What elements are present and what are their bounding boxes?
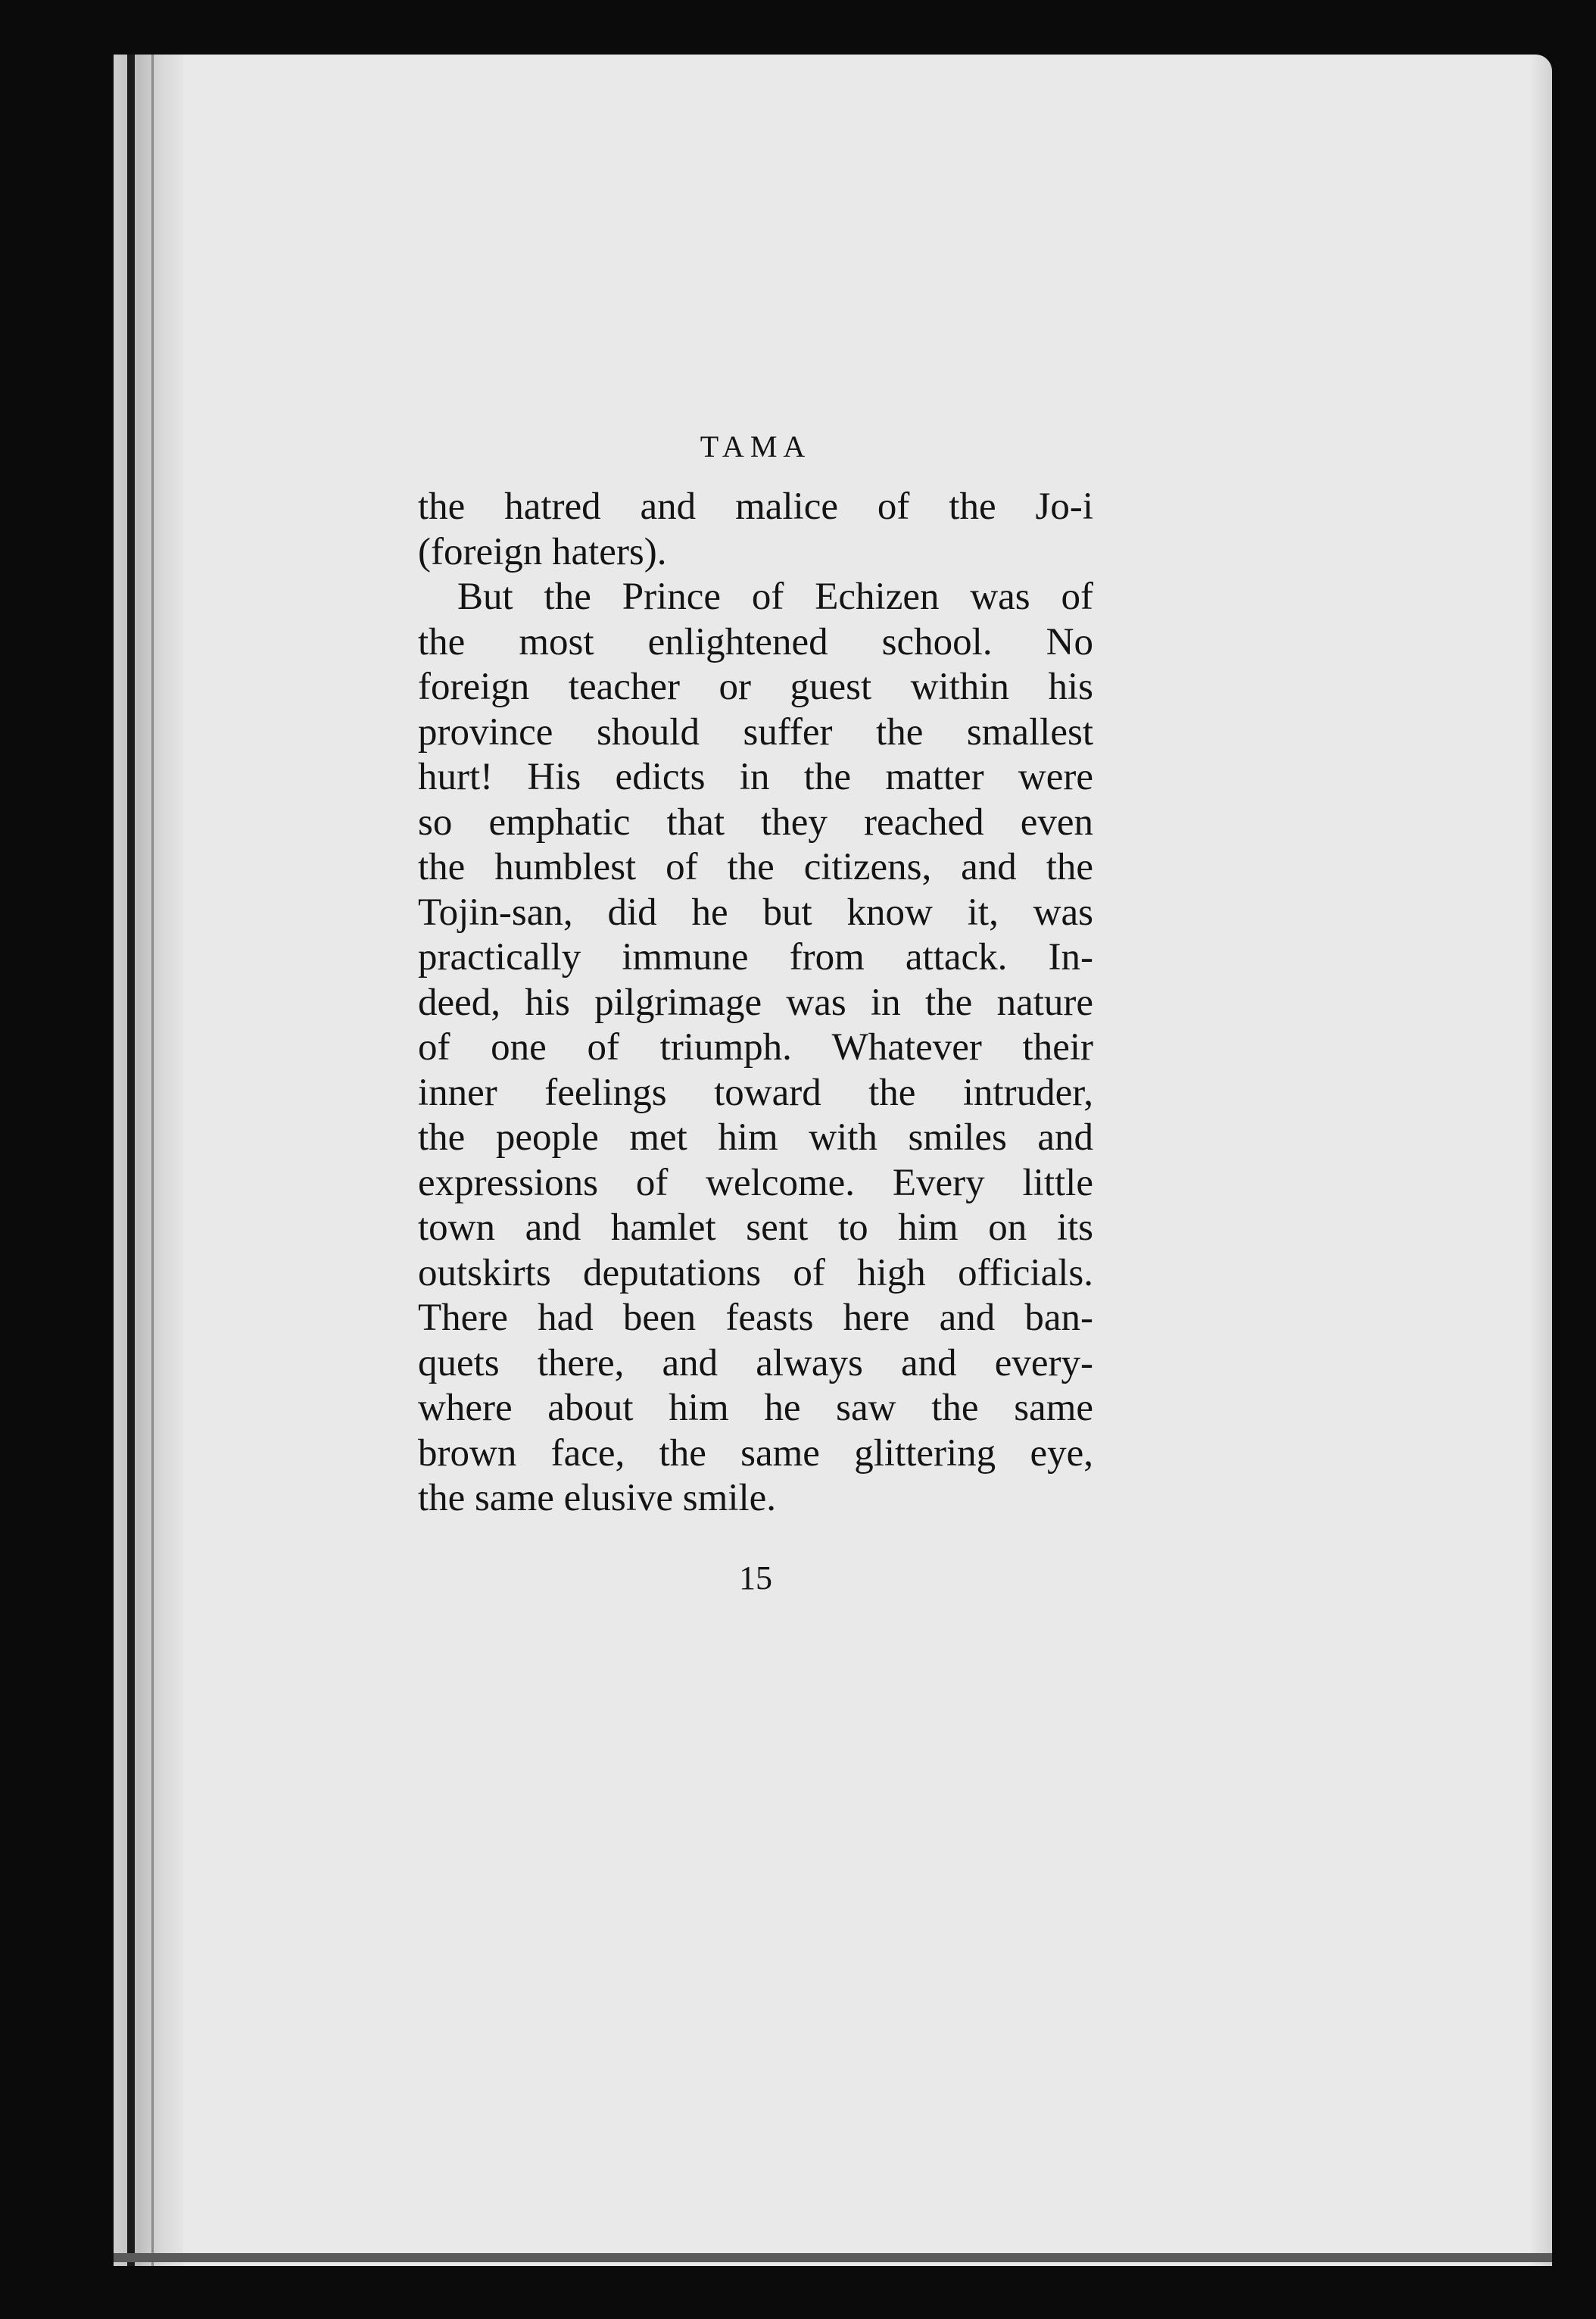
spine-edge [127, 55, 135, 2266]
text-line: the people met him with smiles and [418, 1116, 1093, 1159]
text-line: practically immune from attack. In- [418, 936, 1093, 978]
text-line: where about him he saw the same [418, 1387, 1093, 1429]
text-line: quets there, and always and every- [418, 1341, 1093, 1384]
text-line: inner feelings toward the intruder, [418, 1071, 1093, 1114]
text-line: province should suffer the smallest [418, 710, 1093, 754]
running-head: TAMA [700, 429, 812, 463]
text-line: hurt! His edicts in the matter were [418, 756, 1093, 798]
text-line: foreign teacher or guest within his [418, 666, 1093, 708]
text-line: of one of triumph. Whatever their [418, 1026, 1093, 1069]
text-line: the same elusive smile. [418, 1477, 777, 1519]
text-line: the humblest of the citizens, and the [418, 846, 1093, 888]
text-line: expressions of welcome. Every little [418, 1161, 1093, 1204]
text-line: There had been feasts here and ban- [418, 1297, 1093, 1339]
body-text [418, 485, 1093, 1522]
text-line: Tojin-san, did he but know it, was [418, 891, 1093, 934]
text-line: brown face, the same glittering eye, [418, 1431, 1093, 1475]
text-line: the most enlightened school. No [418, 620, 1093, 663]
text-line: (foreign haters). [418, 530, 667, 573]
text-line: But the Prince of Echizen was of [457, 576, 1093, 618]
text-line: outskirts deputations of high officials. [418, 1251, 1093, 1294]
spine-gutter-line [151, 55, 154, 2266]
text-line: so emphatic that they reached even [418, 801, 1093, 844]
page-binding-shadow [114, 55, 183, 2266]
text-line: deed, his pilgrimage was in the nature [418, 981, 1093, 1024]
text-line: town and hamlet sent to him on its [418, 1206, 1093, 1249]
text-line: the hatred and malice of the Jo-i [418, 485, 1093, 528]
page-bottom-edge [114, 2253, 1552, 2262]
page-number: 15 [739, 1559, 772, 1596]
